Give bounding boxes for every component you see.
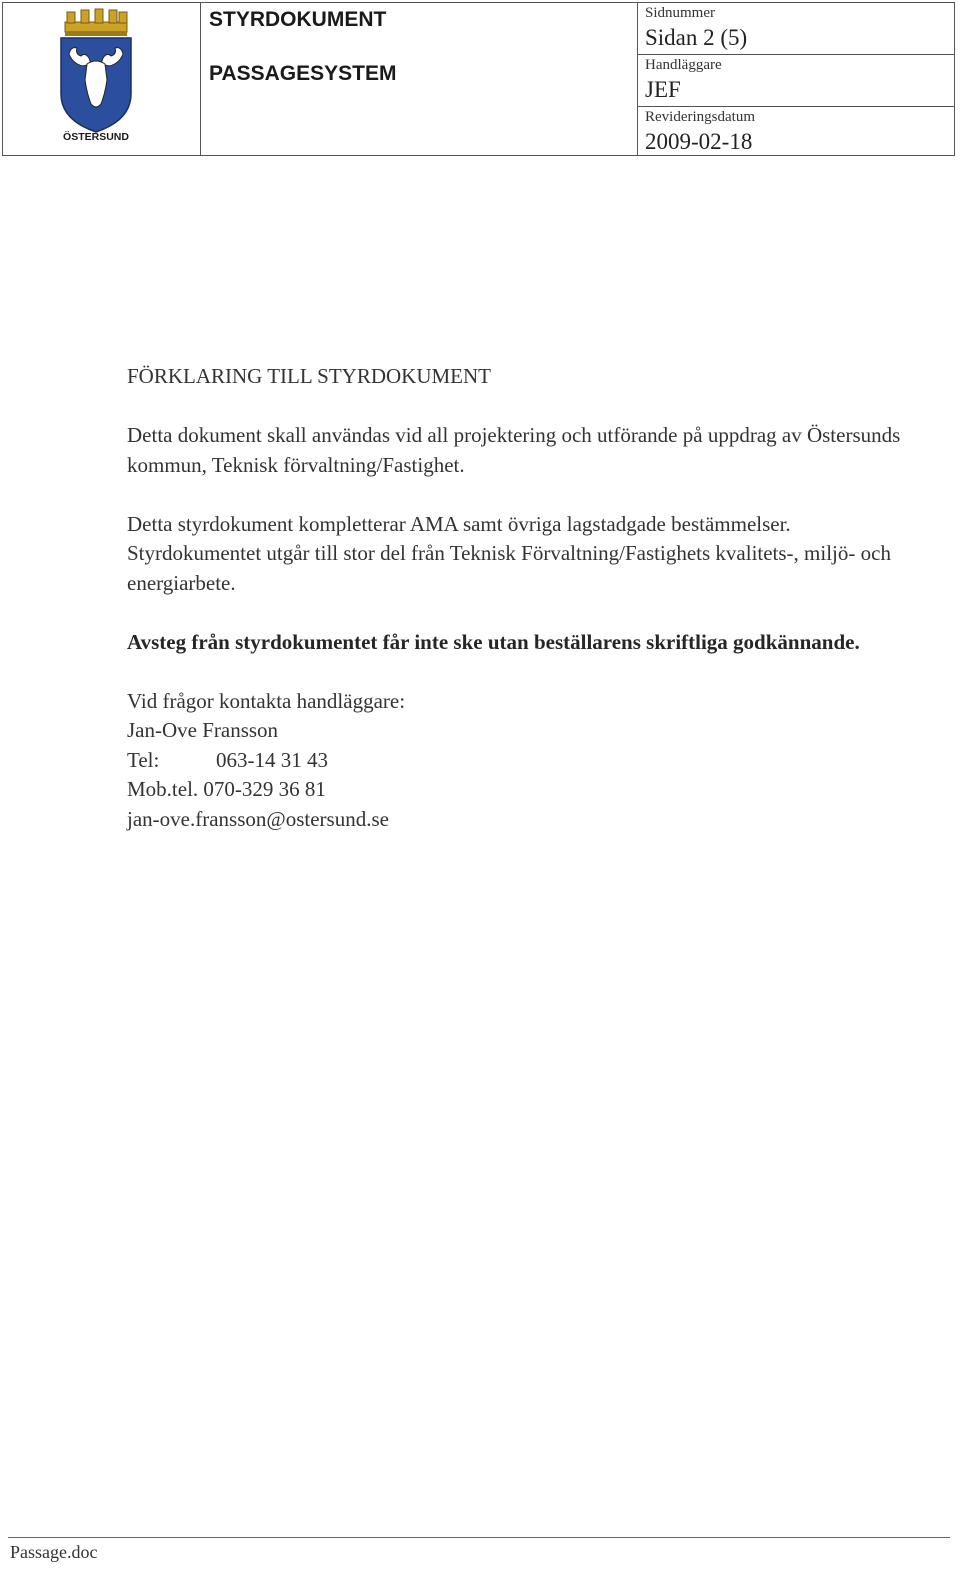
document-header [2, 2, 955, 156]
revision-date-label: Revideringsdatum [645, 109, 755, 125]
phone-value: 063-14 31 43 [216, 747, 328, 772]
footer-divider [8, 1537, 950, 1538]
logo-cell [3, 3, 201, 155]
usage-paragraph: Detta dokument skall användas vid all projektering och utförande på uppdrag av Östersunds kommun, Teknisk förvaltning/Fastighet. [127, 423, 901, 477]
contact-name: Jan-Ove Fransson [127, 718, 279, 742]
phone-label: Tel: [127, 747, 160, 772]
handler-label: Handläggare [645, 57, 722, 73]
metadata-cell [638, 3, 954, 155]
handler-field [638, 55, 954, 107]
logo-text: ÖSTERSUND [63, 131, 129, 142]
section-heading: FÖRKLARING TILL STYRDOKUMENT [127, 364, 491, 388]
revision-date-field [638, 107, 954, 155]
footer-filename: Passage.doc [10, 1542, 98, 1562]
page-number-value: Sidan 2 (5) [645, 25, 748, 50]
page-number-label: Sidnummer [645, 5, 715, 21]
title-cell [201, 3, 638, 155]
ostersund-coat-of-arms-logo [55, 8, 137, 142]
crown-icon [65, 9, 127, 36]
deviation-notice: Avsteg från styrdokumentet får inte ske utan beställarens skriftliga godkännande. [127, 629, 860, 654]
revision-date-value: 2009-02-18 [645, 129, 753, 154]
page-number-field [638, 3, 954, 55]
handler-value: JEF [645, 77, 681, 102]
ama-paragraph: Detta styrdokument kompletterar AMA samt övriga lagstadgade bestämmelser. [127, 511, 791, 536]
contact-phone-line [127, 746, 937, 776]
document-body [127, 362, 937, 834]
contact-mobile: Mob.tel. 070-329 36 81 [127, 777, 326, 801]
document-subject-title: PASSAGESYSTEM [209, 62, 397, 85]
document-type-title: STYRDOKUMENT [209, 8, 387, 31]
contact-intro: Vid frågor kontakta handläggare: [127, 688, 406, 713]
contact-email[interactable]: jan-ove.fransson@ostersund.se [127, 806, 389, 831]
origin-paragraph: Styrdokumentet utgår till stor del från Teknisk Förvaltning/Fastighets kvalitets-, miljö- och energiarbete. [127, 541, 891, 595]
